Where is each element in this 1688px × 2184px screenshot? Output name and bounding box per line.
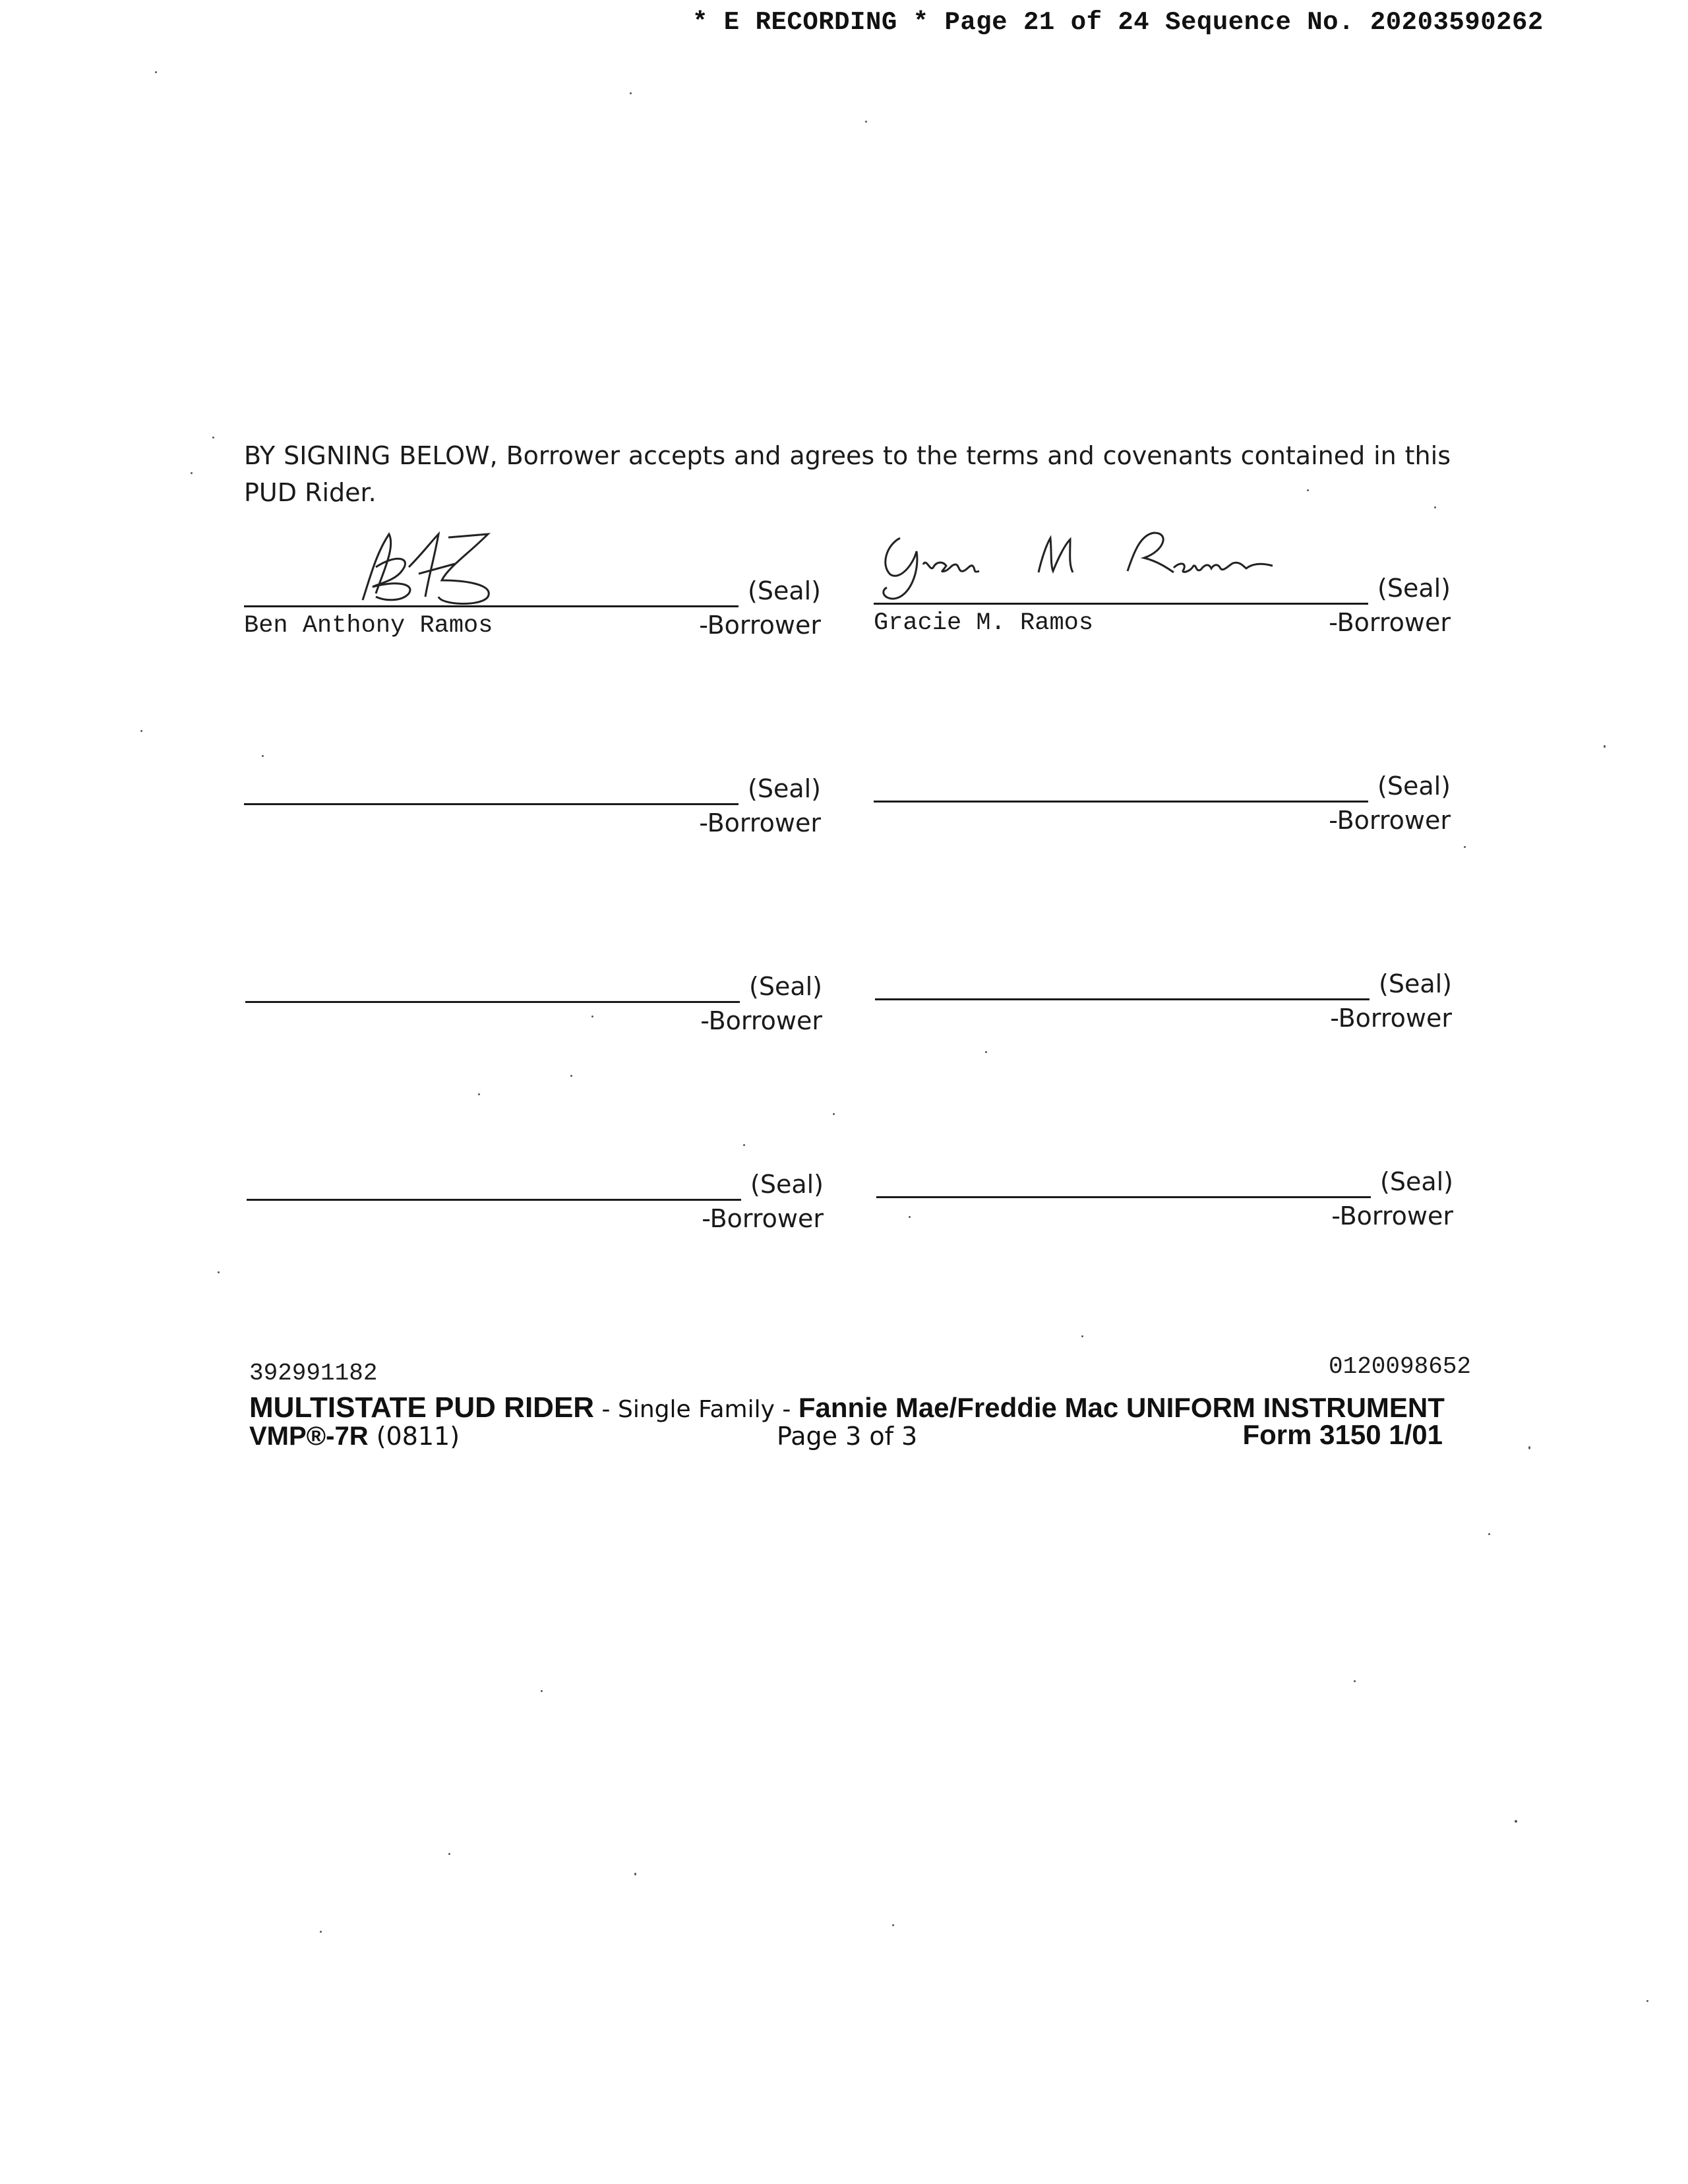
page-number: Page 3 of 3	[777, 1422, 918, 1451]
seal-label: (Seal)	[748, 774, 821, 803]
signature-block-7	[247, 1166, 824, 1238]
signature-line	[245, 1001, 740, 1003]
signature-line	[244, 605, 738, 607]
borrower-label: -Borrower	[1329, 806, 1451, 835]
signature-line	[876, 1196, 1371, 1198]
loan-number-right: 0120098652	[1329, 1353, 1472, 1380]
seal-label: (Seal)	[1377, 772, 1451, 801]
seal-label: (Seal)	[1380, 1167, 1453, 1196]
form-number: Form 3150 1/01	[1242, 1419, 1443, 1450]
borrower-label: -Borrower	[699, 611, 821, 640]
signature-ben-anthony-ramos	[297, 528, 719, 605]
signer-name: Gracie M. Ramos	[874, 609, 1094, 637]
recording-stamp: * E RECORDING * Page 21 of 24 Sequence No. 20203590262	[692, 8, 1544, 37]
signature-block-1	[244, 572, 821, 645]
signature-block-8	[876, 1163, 1453, 1236]
signature-block-6	[875, 965, 1452, 1038]
signature-block-2	[874, 570, 1451, 642]
signature-line	[874, 603, 1368, 605]
borrower-label: -Borrower	[699, 808, 821, 837]
form-id	[249, 1422, 460, 1451]
signature-line	[875, 998, 1370, 1000]
signature-gracie-m-ramos	[874, 525, 1296, 603]
signature-line	[247, 1199, 741, 1201]
seal-label: (Seal)	[749, 972, 822, 1001]
form-agency: Fannie Mae/Freddie Mac UNIFORM INSTRUMENT	[798, 1392, 1445, 1423]
seal-label: (Seal)	[750, 1170, 824, 1199]
seal-label: (Seal)	[1377, 574, 1451, 603]
form-version: (0811)	[368, 1422, 460, 1451]
form-subtitle: - Single Family -	[594, 1396, 799, 1423]
signature-block-4	[874, 768, 1451, 840]
form-prefix: VMP®-7R	[249, 1422, 369, 1451]
signature-block-5	[245, 968, 822, 1041]
form-info-line	[249, 1419, 1443, 1452]
seal-label: (Seal)	[1379, 969, 1452, 998]
signer-name: Ben Anthony Ramos	[244, 612, 493, 640]
borrower-label: -Borrower	[1330, 1004, 1452, 1033]
borrower-label: -Borrower	[1331, 1201, 1453, 1230]
signature-block-3	[244, 770, 821, 843]
loan-number-left: 392991182	[249, 1360, 378, 1387]
signature-line	[874, 801, 1368, 803]
borrower-label: -Borrower	[700, 1006, 822, 1035]
borrower-label: -Borrower	[702, 1204, 824, 1233]
seal-label: (Seal)	[748, 576, 821, 605]
signature-line	[244, 803, 738, 805]
form-title: MULTISTATE PUD RIDER	[249, 1391, 595, 1424]
signing-statement: BY SIGNING BELOW, Borrower accepts and agrees to the terms and covenants contained in this PUD Rider.	[244, 441, 1451, 507]
borrower-label: -Borrower	[1329, 608, 1451, 637]
